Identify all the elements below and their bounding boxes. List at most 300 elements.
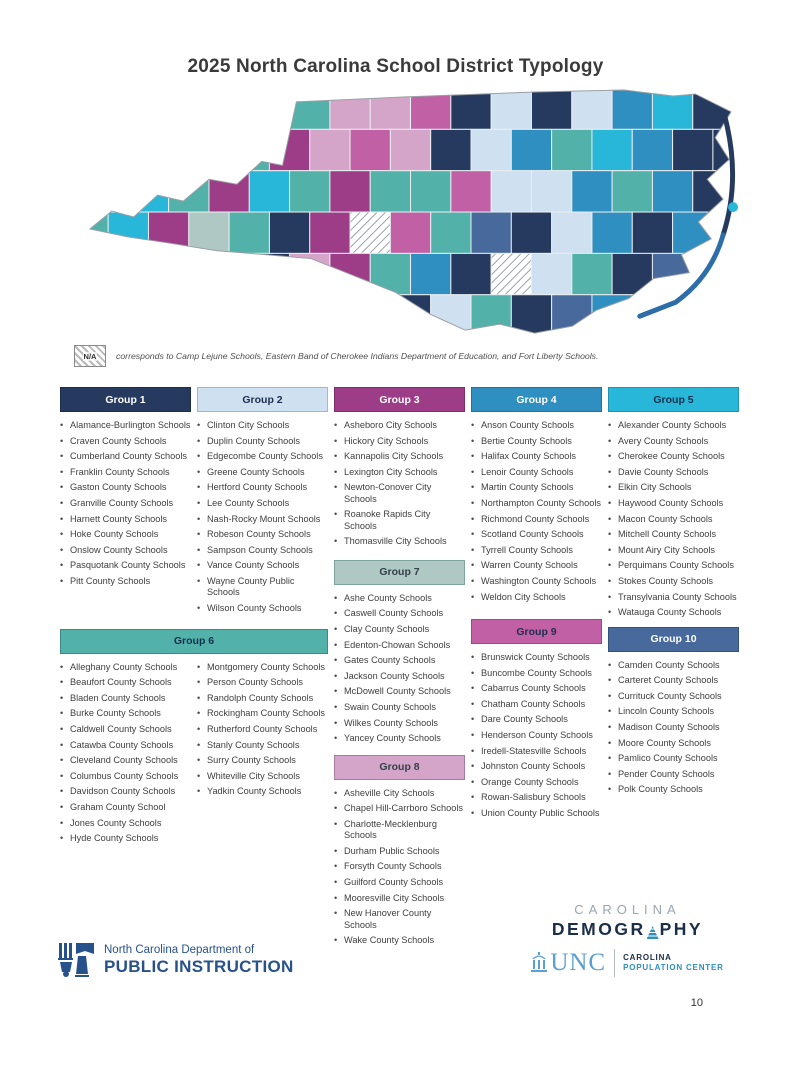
district-name: Elkin City Schools bbox=[618, 482, 692, 493]
list-item bbox=[471, 683, 602, 694]
na-label: N/A bbox=[83, 351, 97, 361]
bullet-icon: • bbox=[197, 420, 201, 431]
list-item bbox=[608, 451, 739, 462]
group-1-list bbox=[60, 420, 191, 587]
bullet-icon: • bbox=[334, 482, 338, 493]
bullet-icon: • bbox=[334, 608, 338, 619]
list-item bbox=[334, 451, 465, 462]
bullet-icon: • bbox=[471, 560, 475, 571]
district-name: Lee County Schools bbox=[207, 498, 290, 509]
district-name: Franklin County Schools bbox=[70, 466, 170, 477]
list-item bbox=[608, 482, 739, 493]
dpi-line2: PUBLIC INSTRUCTION bbox=[104, 956, 294, 976]
list-item bbox=[197, 514, 328, 525]
logo-divider bbox=[614, 949, 615, 977]
district-name: Wake County Schools bbox=[344, 935, 435, 946]
list-item bbox=[334, 608, 465, 619]
list-item bbox=[471, 761, 602, 772]
bullet-icon: • bbox=[197, 661, 201, 672]
list-item bbox=[60, 451, 191, 462]
district-name: Haywood County Schools bbox=[618, 498, 724, 509]
list-item bbox=[334, 846, 465, 857]
district-name: Halifax County Schools bbox=[481, 451, 576, 462]
bullet-icon: • bbox=[608, 435, 612, 446]
bullet-icon: • bbox=[608, 607, 612, 618]
group-6-list-right bbox=[197, 662, 328, 849]
bullet-icon: • bbox=[608, 498, 612, 509]
district-name: Cumberland County Schools bbox=[70, 451, 187, 462]
list-item bbox=[60, 833, 191, 844]
list-item bbox=[608, 592, 739, 603]
bullet-icon: • bbox=[197, 770, 201, 781]
district-name: Vance County Schools bbox=[207, 560, 300, 571]
district-name: Beaufort County Schools bbox=[70, 677, 172, 688]
district-name: Northampton County Schools bbox=[481, 498, 602, 509]
group-2-title: Group 2 bbox=[242, 393, 283, 406]
district-name: Polk County Schools bbox=[618, 784, 703, 795]
county-cells bbox=[88, 88, 743, 336]
map-note bbox=[74, 345, 791, 367]
list-item bbox=[471, 436, 602, 447]
list-item bbox=[60, 693, 191, 704]
list-item bbox=[60, 545, 191, 556]
old-well-icon bbox=[531, 952, 547, 974]
district-name: Edenton-Chowan Schools bbox=[344, 639, 451, 650]
bullet-icon: • bbox=[334, 509, 338, 520]
bullet-icon: • bbox=[608, 591, 612, 602]
bullet-icon: • bbox=[471, 683, 475, 694]
list-item bbox=[60, 786, 191, 797]
bullet-icon: • bbox=[197, 513, 201, 524]
list-item bbox=[197, 603, 328, 614]
list-item bbox=[334, 702, 465, 713]
list-item bbox=[334, 819, 465, 842]
district-name: Moore County Schools bbox=[618, 737, 711, 748]
list-item bbox=[334, 861, 465, 872]
list-item bbox=[60, 755, 191, 766]
district-name: Alamance-Burlington Schools bbox=[70, 420, 191, 431]
group-6-header bbox=[60, 629, 328, 654]
list-item bbox=[334, 803, 465, 814]
list-item bbox=[334, 655, 465, 666]
district-name: Scotland County Schools bbox=[481, 529, 584, 540]
group-8-section bbox=[334, 755, 465, 947]
list-item bbox=[334, 935, 465, 946]
district-name: Mount Airy City Schools bbox=[618, 544, 716, 555]
group-4-section bbox=[471, 387, 602, 603]
district-name: Weldon City Schools bbox=[481, 591, 566, 602]
district-name: McDowell County Schools bbox=[344, 686, 451, 697]
district-name: Union County Public Schools bbox=[481, 807, 600, 818]
list-item bbox=[608, 660, 739, 671]
columns-1-2 bbox=[60, 387, 328, 951]
bullet-icon: • bbox=[60, 529, 64, 540]
list-item bbox=[197, 755, 328, 766]
district-name: Hertford County Schools bbox=[207, 482, 308, 493]
group-2-header bbox=[197, 387, 328, 412]
list-item bbox=[471, 451, 602, 462]
bullet-icon: • bbox=[60, 833, 64, 844]
list-item bbox=[197, 662, 328, 673]
list-item bbox=[197, 560, 328, 571]
district-name: Lenoir County Schools bbox=[481, 466, 574, 477]
bullet-icon: • bbox=[197, 529, 201, 540]
district-name: Wilkes County Schools bbox=[344, 717, 438, 728]
page-number: 10 bbox=[690, 997, 703, 1009]
bullet-icon: • bbox=[197, 786, 201, 797]
district-name: Chatham County Schools bbox=[481, 698, 586, 709]
group-1-section bbox=[60, 387, 191, 619]
na-hatch-swatch bbox=[74, 345, 106, 367]
district-name: Davie County Schools bbox=[618, 466, 709, 477]
district-name: Caswell County Schools bbox=[344, 608, 444, 619]
list-item bbox=[608, 738, 739, 749]
list-item bbox=[334, 640, 465, 651]
list-item bbox=[471, 467, 602, 478]
list-item bbox=[608, 607, 739, 618]
bullet-icon: • bbox=[471, 466, 475, 477]
district-name: Person County Schools bbox=[207, 677, 304, 688]
list-item bbox=[471, 746, 602, 757]
group-1-header bbox=[60, 387, 191, 412]
group-5-title: Group 5 bbox=[653, 393, 694, 406]
group-6-section bbox=[60, 629, 328, 849]
district-name: Martin County Schools bbox=[481, 482, 574, 493]
group-8-title: Group 8 bbox=[379, 761, 420, 774]
list-item bbox=[334, 718, 465, 729]
nc-typology-map bbox=[88, 88, 743, 341]
district-name: Alexander County Schools bbox=[618, 420, 727, 431]
bullet-icon: • bbox=[60, 576, 64, 587]
bullet-icon: • bbox=[471, 529, 475, 540]
district-name: Catawba County Schools bbox=[70, 739, 174, 750]
list-item bbox=[197, 529, 328, 540]
list-item bbox=[608, 545, 739, 556]
bullet-icon: • bbox=[334, 451, 338, 462]
list-item bbox=[334, 509, 465, 532]
bullet-icon: • bbox=[334, 717, 338, 728]
bullet-icon: • bbox=[334, 592, 338, 603]
bullet-icon: • bbox=[334, 935, 338, 946]
list-item bbox=[471, 730, 602, 741]
list-item bbox=[471, 652, 602, 663]
district-name: Thomasville City Schools bbox=[344, 536, 447, 547]
district-name: Jackson County Schools bbox=[344, 670, 445, 681]
district-name: Gaston County Schools bbox=[70, 482, 167, 493]
bullet-icon: • bbox=[471, 652, 475, 663]
list-item bbox=[471, 699, 602, 710]
district-name: Clay County Schools bbox=[344, 624, 430, 635]
district-name: Forsyth County Schools bbox=[344, 861, 442, 872]
list-item bbox=[197, 545, 328, 556]
district-name: Orange County Schools bbox=[481, 776, 579, 787]
bullet-icon: • bbox=[60, 513, 64, 524]
district-name: Durham Public Schools bbox=[344, 845, 440, 856]
district-name: Columbus County Schools bbox=[70, 770, 179, 781]
district-name: Roanoke Rapids City Schools bbox=[344, 509, 431, 531]
district-name: Hoke County Schools bbox=[70, 529, 159, 540]
demography-pre: DEMOGR bbox=[551, 919, 646, 939]
bullet-icon: • bbox=[471, 576, 475, 587]
district-name: Johnston County Schools bbox=[481, 761, 586, 772]
district-name: Montgomery County Schools bbox=[207, 661, 325, 672]
list-item bbox=[471, 498, 602, 509]
district-name: Duplin County Schools bbox=[207, 435, 300, 446]
bullet-icon: • bbox=[608, 675, 612, 686]
list-item bbox=[197, 451, 328, 462]
bullet-icon: • bbox=[334, 861, 338, 872]
group-3-section bbox=[334, 387, 465, 548]
list-item bbox=[334, 624, 465, 635]
bullet-icon: • bbox=[334, 466, 338, 477]
district-name: Cherokee County Schools bbox=[618, 451, 725, 462]
bullet-icon: • bbox=[197, 435, 201, 446]
list-item bbox=[60, 724, 191, 735]
bullet-icon: • bbox=[334, 655, 338, 666]
bullet-icon: • bbox=[608, 722, 612, 732]
list-item bbox=[197, 467, 328, 478]
bullet-icon: • bbox=[608, 737, 612, 748]
ncdpi-logo bbox=[58, 942, 294, 978]
list-item bbox=[197, 482, 328, 493]
list-item bbox=[471, 529, 602, 540]
bullet-icon: • bbox=[197, 724, 201, 734]
list-item bbox=[60, 420, 191, 431]
district-name: Bertie County Schools bbox=[481, 435, 572, 446]
district-name: Hickory City Schools bbox=[344, 435, 429, 446]
bullet-icon: • bbox=[471, 544, 475, 555]
group-10-title: Group 10 bbox=[650, 633, 697, 646]
bullet-icon: • bbox=[197, 677, 201, 688]
bullet-icon: • bbox=[334, 702, 338, 713]
bullet-icon: • bbox=[60, 770, 64, 781]
bullet-icon: • bbox=[334, 908, 338, 919]
district-name: Dare County Schools bbox=[481, 714, 568, 725]
group-7-title: Group 7 bbox=[379, 566, 420, 579]
bullet-icon: • bbox=[334, 892, 338, 903]
column-4 bbox=[471, 387, 602, 951]
bullet-icon: • bbox=[608, 451, 612, 462]
district-name: Lexington City Schools bbox=[344, 466, 438, 477]
district-name: Brunswick County Schools bbox=[481, 652, 590, 663]
district-name: Harnett County Schools bbox=[70, 513, 168, 524]
list-item bbox=[608, 467, 739, 478]
na-note-text: corresponds to Camp Lejune Schools, Eastern Band of Cherokee Indians Department of Education, and Fort Liberty Schools. bbox=[116, 351, 599, 362]
bullet-icon: • bbox=[197, 708, 201, 719]
bullet-icon: • bbox=[60, 801, 64, 812]
bullet-icon: • bbox=[60, 466, 64, 477]
district-name: Newton-Conover City Schools bbox=[344, 482, 432, 504]
group-9-title: Group 9 bbox=[516, 625, 557, 638]
district-name: Graham County School bbox=[70, 801, 166, 812]
group-10-header bbox=[608, 627, 739, 652]
list-item bbox=[60, 498, 191, 509]
demography-wordmark bbox=[510, 919, 745, 940]
bullet-icon: • bbox=[608, 768, 612, 779]
bullet-icon: • bbox=[197, 692, 201, 703]
list-item bbox=[471, 576, 602, 587]
carolina-demography-logo bbox=[510, 902, 745, 977]
district-name: Tyrrell County Schools bbox=[481, 544, 573, 555]
district-name: Mitchell County Schools bbox=[618, 529, 717, 540]
group-4-title: Group 4 bbox=[516, 393, 557, 406]
list-item bbox=[60, 482, 191, 493]
population-pyramid-icon bbox=[647, 926, 659, 939]
outer-banks-north bbox=[723, 118, 732, 235]
bullet-icon: • bbox=[60, 420, 64, 431]
unc-cpc-logo bbox=[510, 949, 745, 977]
list-item bbox=[60, 467, 191, 478]
list-item bbox=[60, 771, 191, 782]
district-name: Swain County Schools bbox=[344, 702, 436, 713]
list-item bbox=[334, 420, 465, 431]
list-item bbox=[608, 753, 739, 764]
district-name: Asheboro City Schools bbox=[344, 420, 437, 431]
bullet-icon: • bbox=[197, 482, 201, 493]
list-item bbox=[60, 529, 191, 540]
bullet-icon: • bbox=[60, 451, 64, 462]
list-item bbox=[608, 560, 739, 571]
district-name: Gates County Schools bbox=[344, 655, 436, 666]
bullet-icon: • bbox=[471, 745, 475, 756]
bullet-icon: • bbox=[197, 466, 201, 477]
bullet-icon: • bbox=[608, 466, 612, 477]
bullet-icon: • bbox=[334, 670, 338, 681]
dpi-logo-icon bbox=[58, 942, 96, 978]
list-item bbox=[60, 662, 191, 673]
bullet-icon: • bbox=[471, 591, 475, 602]
district-name: Avery County Schools bbox=[618, 435, 709, 446]
district-name: Madison County Schools bbox=[618, 722, 720, 732]
district-name: Macon County Schools bbox=[618, 513, 713, 524]
group-5-list bbox=[608, 420, 739, 619]
district-name: Currituck County Schools bbox=[618, 690, 722, 701]
bullet-icon: • bbox=[471, 698, 475, 709]
district-name: Onslow County Schools bbox=[70, 544, 168, 555]
district-name: Edgecombe County Schools bbox=[207, 451, 323, 462]
bullet-icon: • bbox=[471, 792, 475, 803]
group-7-list bbox=[334, 593, 465, 745]
list-item bbox=[60, 677, 191, 688]
bullet-icon: • bbox=[60, 786, 64, 797]
list-item bbox=[471, 420, 602, 431]
list-item bbox=[471, 714, 602, 725]
group-2-list bbox=[197, 420, 328, 614]
list-item bbox=[197, 576, 328, 599]
list-item bbox=[197, 420, 328, 431]
list-item bbox=[608, 706, 739, 717]
list-item bbox=[197, 708, 328, 719]
group-8-header bbox=[334, 755, 465, 780]
list-item bbox=[334, 686, 465, 697]
carolina-wordmark: CAROLINA bbox=[574, 902, 681, 917]
bullet-icon: • bbox=[334, 686, 338, 697]
bullet-icon: • bbox=[197, 498, 201, 509]
group-1-title: Group 1 bbox=[105, 393, 146, 406]
bullet-icon: • bbox=[197, 544, 201, 555]
district-name: Mooresville City Schools bbox=[344, 892, 445, 903]
list-item bbox=[471, 545, 602, 556]
district-name: Henderson County Schools bbox=[481, 730, 593, 740]
district-name: Watauga County Schools bbox=[618, 607, 722, 618]
list-item bbox=[197, 724, 328, 735]
list-item bbox=[334, 893, 465, 904]
cpc-line2: POPULATION CENTER bbox=[623, 963, 724, 972]
bullet-icon: • bbox=[334, 536, 338, 547]
district-name: Rutherford County Schools bbox=[207, 724, 318, 734]
bullet-icon: • bbox=[608, 513, 612, 524]
district-name: Nash-Rocky Mount Schools bbox=[207, 513, 321, 524]
list-item bbox=[197, 677, 328, 688]
bullet-icon: • bbox=[60, 435, 64, 446]
group-9-header bbox=[471, 619, 602, 644]
district-name: Kannapolis City Schools bbox=[344, 451, 444, 462]
bullet-icon: • bbox=[334, 639, 338, 650]
group-3-list bbox=[334, 420, 465, 548]
district-name: Chapel Hill-Carrboro Schools bbox=[344, 803, 463, 814]
bullet-icon: • bbox=[471, 482, 475, 493]
list-item bbox=[334, 671, 465, 682]
bullet-icon: • bbox=[471, 498, 475, 509]
district-name: Washington County Schools bbox=[481, 576, 597, 587]
list-item bbox=[334, 467, 465, 478]
bullet-icon: • bbox=[197, 560, 201, 571]
group-4-header bbox=[471, 387, 602, 412]
bullet-icon: • bbox=[471, 761, 475, 772]
bullet-icon: • bbox=[608, 420, 612, 431]
group-6-list-left bbox=[60, 662, 191, 849]
list-item bbox=[608, 436, 739, 447]
bullet-icon: • bbox=[608, 784, 612, 795]
list-item bbox=[608, 675, 739, 686]
district-name: Buncombe County Schools bbox=[481, 667, 592, 678]
column-3 bbox=[334, 387, 465, 951]
bullet-icon: • bbox=[334, 818, 338, 829]
bullet-icon: • bbox=[471, 714, 475, 725]
district-name: Lincoln County Schools bbox=[618, 706, 715, 717]
list-item bbox=[334, 436, 465, 447]
group-8-list bbox=[334, 788, 465, 947]
district-name: Jones County Schools bbox=[70, 817, 162, 828]
bullet-icon: • bbox=[60, 739, 64, 750]
bullet-icon: • bbox=[471, 420, 475, 431]
list-item bbox=[197, 693, 328, 704]
list-item bbox=[471, 592, 602, 603]
bullet-icon: • bbox=[608, 659, 612, 670]
bullet-icon: • bbox=[608, 753, 612, 764]
list-item bbox=[197, 740, 328, 751]
list-item bbox=[334, 593, 465, 604]
district-name: Ashe County Schools bbox=[344, 592, 432, 603]
list-item bbox=[471, 482, 602, 493]
list-item bbox=[60, 560, 191, 571]
bullet-icon: • bbox=[197, 451, 201, 462]
bullet-icon: • bbox=[608, 529, 612, 540]
district-name: Cleveland County Schools bbox=[70, 755, 178, 766]
bullet-icon: • bbox=[334, 420, 338, 431]
group-7-section bbox=[334, 560, 465, 745]
list-item bbox=[608, 722, 739, 733]
district-name: Warren County Schools bbox=[481, 560, 578, 571]
bullet-icon: • bbox=[334, 845, 338, 856]
list-item bbox=[471, 514, 602, 525]
district-name: Caldwell County Schools bbox=[70, 724, 172, 734]
list-item bbox=[471, 808, 602, 819]
list-item bbox=[608, 576, 739, 587]
list-item bbox=[60, 514, 191, 525]
unc-wordmark: UNC bbox=[550, 949, 607, 976]
bullet-icon: • bbox=[60, 692, 64, 703]
